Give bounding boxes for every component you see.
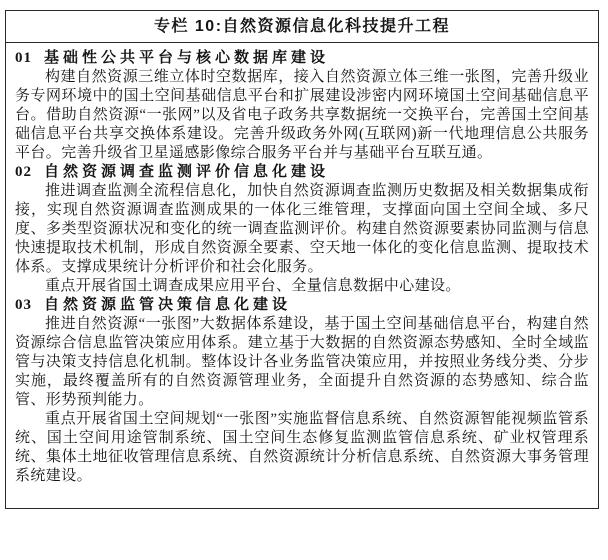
- panel-body: [6, 43, 598, 508]
- section-03-paragraph-2: 重点开展省国土空间规划“一张图”实施监督信息系统、自然资源智能视频监管系统、国土空间用途管制系统、国土空间生态修复监测监管信息系统、矿业权管理系统、集体土地征收管理信息系统、自然资源统计分析信息系统、自然资源大事务管理系统建设。: [15, 411, 589, 484]
- section-03-paragraph-1: 推进自然资源“一张图”大数据体系建设，基于国土空间基础信息平台，构建自然资源综合信息监管决策应用体系。建立基于大数据的自然资源态势感知、全时全域监管与决策支持信息化机制。整体设计各业务监管决策应用，并按照业务线分类、分步实施，最终覆盖所有的自然资源管理业务，全面提升自然资源的态势感知、综合监管、形势预判能力。: [15, 316, 589, 408]
- section-01-paragraph-1: 构建自然资源三维立体时空数据库，接入自然资源立体三维一张图，完善升级业务专网环境中的国土空间基础信息平台和扩展建设涉密内网环境国土空间基础信息平台。借助自然资源“一张网”以及省电子政务共享数据统一交换平台，完善国土空间基础信息平台共享交换体系建设。完善升级政务外网(互联网)新一代地理信息公共服务平台。完善升级省卫星遥感影像综合服务平台并与基础平台互联互通。: [15, 69, 589, 161]
- section-02-title: 自然资源调查监测评价信息化建设: [44, 164, 330, 180]
- section-02-heading: [15, 163, 589, 182]
- section-02-paragraph-1: 推进调查监测全流程信息化，加快自然资源调查监测历史数据及相关数据集成衔接，实现自然资源调查监测成果的一体化三维管理，支撑面向国土空间全域、多尺度、多类型资源状况和变化的统一调查监测评价。构建自然资源要素协同监测与信息快速提取技术机制，形成自然资源全要素、空天地一体化的变化信息监测、提取技术体系。支撑成果统计分析评价和社会化服务。: [15, 183, 589, 275]
- column-10-panel: [5, 10, 599, 509]
- section-01-heading: [15, 49, 589, 68]
- section-03-title: 自然资源监管决策信息化建设: [44, 297, 292, 313]
- section-03-heading: [15, 296, 589, 315]
- section-02-paragraph-2: 重点开展省国土调查成果应用平台、全量信息数据中心建设。: [45, 278, 461, 294]
- section-03-number: 03: [15, 297, 32, 313]
- section-01-number: 01: [15, 50, 32, 66]
- section-01: [15, 49, 589, 163]
- panel-title: 专栏 10:自然资源信息化科技提升工程: [6, 11, 598, 43]
- section-03: [15, 296, 589, 486]
- section-02-number: 02: [15, 164, 32, 180]
- section-01-title: 基础性公共平台与核心数据库建设: [44, 50, 330, 66]
- section-02: [15, 163, 589, 296]
